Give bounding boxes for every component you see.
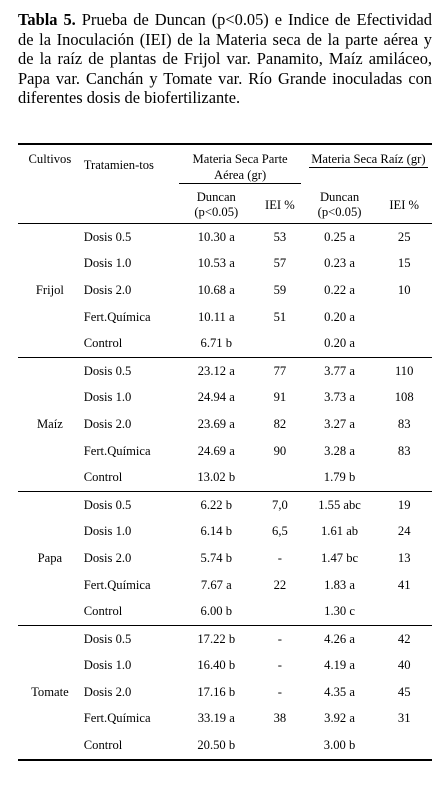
iei-aerea-cell: 77 [273,363,287,378]
iei-aerea-cell: - [277,550,282,565]
duncan-raiz-cell: 1.30 c [324,604,355,619]
duncan-raiz-cell: 0.20 a [324,336,355,351]
iei-raiz-cell: 110 [394,363,414,378]
tratamiento-cell: Dosis 2.0 [83,282,132,297]
caption-label: Tabla 5. [18,10,76,29]
iei-raiz-cell [376,732,432,760]
duncan-raiz-cell: 0.20 a [324,309,355,324]
iei-raiz-cell [376,304,432,331]
duncan-aerea-cell: 23.12 a [197,363,235,378]
iei-aerea-cell: 6,5 [272,524,288,539]
header-iei-aerea: IEI % [265,197,295,212]
iei-aerea-cell: 82 [273,416,287,431]
table-row [18,357,432,384]
duncan-aerea-cell: 17.16 b [197,684,236,699]
header-ms-aerea-label: Materia Seca Parte Aérea (gr) [179,151,300,184]
cultivo-name: Frijol [35,282,64,297]
duncan-aerea-cell: 33.19 a [197,711,235,726]
iei-aerea-cell: - [277,684,282,699]
tratamiento-cell: Dosis 0.5 [83,229,132,244]
cultivo-name: Tomate [31,684,69,699]
duncan-aerea-cell: 5.74 b [200,550,233,565]
iei-raiz-cell [376,464,432,491]
duncan-aerea-cell: 24.94 a [197,390,235,405]
iei-raiz-cell: 83 [397,416,411,431]
tratamiento-cell: Control [83,470,123,485]
iei-raiz-cell: 15 [397,256,411,271]
tratamiento-cell: Fert.Química [83,443,151,458]
duncan-aerea-cell: 6.71 b [200,336,233,351]
duncan-aerea-cell: 16.40 b [197,658,236,673]
caption-text: Prueba de Duncan (p<0.05) e Indice de Efectividad de la Inoculación (IEI) de la Materia seca de la parte aérea y de la raíz de plantas de Frijol var. Panamito, Maíz amiláceo, Papa var. Canchán y Tomate var. Río Grande inoculadas con diferentes dosis de biofertilizante. [18,10,432,108]
header-ms-raiz [303,144,432,187]
iei-raiz-cell: 13 [397,550,411,565]
duncan-aerea-cell: 10.53 a [197,256,235,271]
iei-aerea-cell: 38 [273,711,287,726]
duncan-aerea-cell: 20.50 b [197,738,236,753]
table-row [18,224,432,251]
tratamiento-cell: Dosis 0.5 [83,631,132,646]
duncan-raiz-cell: 1.83 a [324,577,355,592]
tratamiento-cell: Dosis 2.0 [83,550,132,565]
duncan-aerea-cell: 24.69 a [197,443,235,458]
tratamiento-cell: Control [83,604,123,619]
duncan-raiz-cell: 3.27 a [324,416,355,431]
duncan-aerea-cell: 6.22 b [200,497,233,512]
tratamiento-cell: Dosis 0.5 [83,363,132,378]
duncan-raiz-cell: 4.19 a [324,658,355,673]
iei-aerea-cell: 22 [273,577,287,592]
iei-aerea-cell: 90 [273,443,287,458]
tratamiento-cell: Fert.Química [83,309,151,324]
iei-raiz-cell: 24 [397,524,411,539]
duncan-raiz-cell: 3.73 a [324,390,355,405]
iei-raiz-cell: 10 [397,282,411,297]
header-ms-aerea [175,144,302,187]
duncan-aerea-cell: 10.68 a [197,282,235,297]
duncan-raiz-cell: 4.26 a [324,631,355,646]
iei-raiz-cell: 25 [397,229,411,244]
duncan-raiz-cell: 0.23 a [324,256,355,271]
duncan-aerea-cell: 10.11 a [197,309,235,324]
duncan-raiz-cell: 1.79 b [323,470,356,485]
tratamiento-cell: Dosis 2.0 [83,684,132,699]
header-row-1 [18,144,432,187]
iei-aerea-cell: - [277,631,282,646]
header-duncan-aerea: Duncan (p<0.05) [194,190,239,219]
tratamiento-cell: Control [83,738,123,753]
duncan-aerea-cell: 23.69 a [197,416,235,431]
iei-aerea-cell: 53 [273,229,287,244]
iei-aerea-cell [257,330,303,357]
tratamiento-cell: Fert.Química [83,577,151,592]
duncan-raiz-cell: 1.55 abc [318,497,361,512]
table-row [18,625,432,652]
iei-aerea-cell [257,732,303,760]
tratamiento-cell: Fert.Química [83,711,151,726]
duncan-raiz-cell: 3.77 a [324,363,355,378]
duncan-raiz-cell: 4.35 a [324,684,355,699]
tratamiento-cell: Dosis 1.0 [83,256,132,271]
iei-aerea-cell: 91 [273,390,287,405]
iei-raiz-cell: 40 [397,658,411,673]
duncan-aerea-cell: 17.22 b [197,631,236,646]
cultivo-name: Maíz [36,416,63,431]
header-tratamientos: Tratamien-tos [83,158,154,172]
duncan-raiz-cell: 3.92 a [324,711,355,726]
iei-raiz-cell: 83 [397,443,411,458]
iei-raiz-cell: 31 [397,711,411,726]
iei-raiz-cell [376,330,432,357]
iei-raiz-cell: 19 [397,497,411,512]
tratamiento-cell: Dosis 0.5 [83,497,132,512]
iei-raiz-cell: 42 [397,631,411,646]
duncan-raiz-cell: 1.47 bc [321,550,359,565]
tratamiento-cell: Dosis 2.0 [83,416,132,431]
iei-aerea-cell: 59 [273,282,287,297]
header-duncan-raiz: Duncan (p<0.05) [317,190,362,219]
duncan-aerea-cell: 10.30 a [197,229,235,244]
iei-aerea-cell [257,598,303,625]
tratamiento-cell: Control [83,336,123,351]
header-iei-raiz: IEI % [389,197,420,212]
iei-aerea-cell: 51 [273,309,287,324]
tratamiento-cell: Dosis 1.0 [83,658,132,673]
tratamiento-cell: Dosis 1.0 [83,524,132,539]
table-row [18,491,432,518]
iei-raiz-cell: 45 [397,684,411,699]
results-table-container [18,143,432,761]
table-caption [18,10,432,108]
duncan-aerea-cell: 6.00 b [200,604,233,619]
duncan-aerea-cell: 13.02 b [197,470,236,485]
iei-raiz-cell: 108 [394,390,414,405]
duncan-raiz-cell: 3.00 b [323,738,356,753]
duncan-raiz-cell: 0.22 a [324,282,355,297]
duncan-raiz-cell: 3.28 a [324,443,355,458]
iei-raiz-cell [376,598,432,625]
iei-aerea-cell [257,464,303,491]
iei-aerea-cell: 57 [273,256,287,271]
iei-raiz-cell: 41 [397,577,411,592]
duncan-aerea-cell: 7.67 a [200,577,232,592]
results-table [18,143,432,761]
iei-aerea-cell: - [277,658,282,673]
table-body [18,224,432,760]
header-cultivos: Cultivos [28,152,72,166]
duncan-raiz-cell: 0.25 a [324,229,355,244]
duncan-aerea-cell: 6.14 b [200,524,233,539]
iei-aerea-cell: 7,0 [272,497,288,512]
cultivo-name: Papa [37,550,63,565]
duncan-raiz-cell: 1.61 ab [321,524,359,539]
header-ms-raiz-label: Materia Seca Raíz (gr) [309,151,428,168]
tratamiento-cell: Dosis 1.0 [83,390,132,405]
